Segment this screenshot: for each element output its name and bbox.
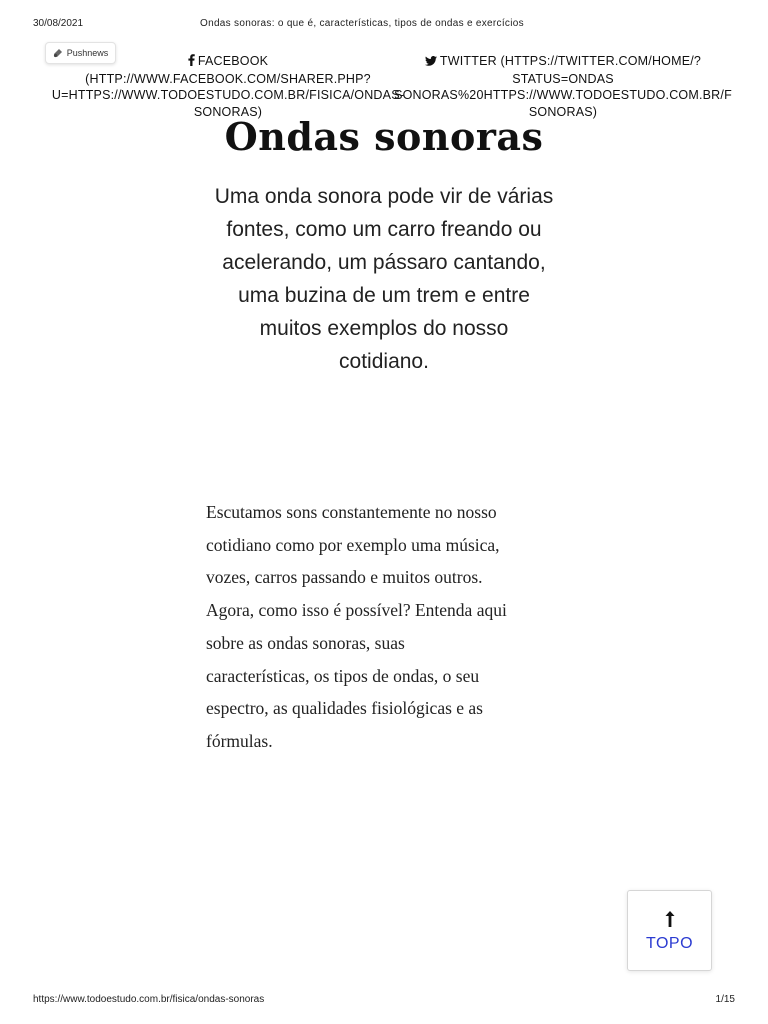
lead-line: uma buzina de um trem e entre	[238, 284, 530, 307]
twitter-share-line-4: SONORAS)	[528, 104, 598, 119]
body-line: Agora, como isso é possível? Entenda aqui	[206, 600, 507, 621]
facebook-icon	[188, 54, 195, 71]
body-line: sobre as ondas sonoras, suas	[206, 632, 405, 653]
twitter-share-line-2: STATUS=ONDAS	[512, 71, 614, 86]
print-document-title: Ondas sonoras: o que é, características, tipos de ondas e exercícios	[200, 18, 524, 29]
facebook-share-line-2: (HTTP://WWW.FACEBOOK.COM/SHARER.PHP?	[85, 71, 371, 86]
body-line: Escutamos sons constantemente no nosso	[206, 502, 497, 522]
lead-line: acelerando, um pássaro cantando,	[222, 251, 546, 274]
article-title: Ondas sonoras	[224, 114, 544, 159]
lead-line: Uma onda sonora pode vir de várias	[214, 185, 554, 208]
print-page-number: 1/15	[715, 994, 735, 1005]
body-line: fórmulas.	[206, 730, 273, 751]
facebook-share-link[interactable]	[38, 53, 418, 120]
arrow-up-icon	[628, 910, 711, 933]
twitter-icon	[425, 54, 437, 71]
print-date: 30/08/2021	[33, 18, 84, 29]
back-to-top-button[interactable]	[627, 890, 712, 971]
twitter-share-line-1: TWITTER (HTTPS://TWITTER.COM/HOME/?	[378, 53, 748, 71]
body-line: cotidiano como por exemplo uma música,	[206, 534, 500, 555]
body-line: espectro, as qualidades fisiológicas e as	[206, 698, 483, 719]
twitter-share-link[interactable]	[378, 53, 748, 120]
body-line: características, os tipos de ondas, o seu	[206, 665, 480, 686]
back-to-top-label: TOPO	[645, 935, 694, 952]
pushnews-label: Pushnews	[66, 48, 109, 58]
lead-line: cotidiano.	[339, 350, 429, 373]
facebook-share-line-4: SONORAS)	[193, 104, 263, 119]
body-line: vozes, carros passando e muitos outros.	[206, 567, 483, 588]
facebook-share-line-3: U=HTTPS://WWW.TODOESTUDO.COM.BR/FISICA/ONDAS-	[51, 88, 405, 102]
lead-line: fontes, como um carro freando ou	[226, 218, 542, 241]
facebook-share-line-1: FACEBOOK	[38, 53, 418, 71]
lead-line: muitos exemplos do nosso	[259, 317, 509, 340]
article-lead	[198, 180, 570, 378]
article-body-paragraph	[206, 496, 566, 758]
print-footer-url: https://www.todoestudo.com.br/fisica/ondas-sonoras	[33, 994, 265, 1005]
twitter-share-line-3: SONORAS%20HTTPS://WWW.TODOESTUDO.COM.BR/F	[394, 88, 732, 102]
